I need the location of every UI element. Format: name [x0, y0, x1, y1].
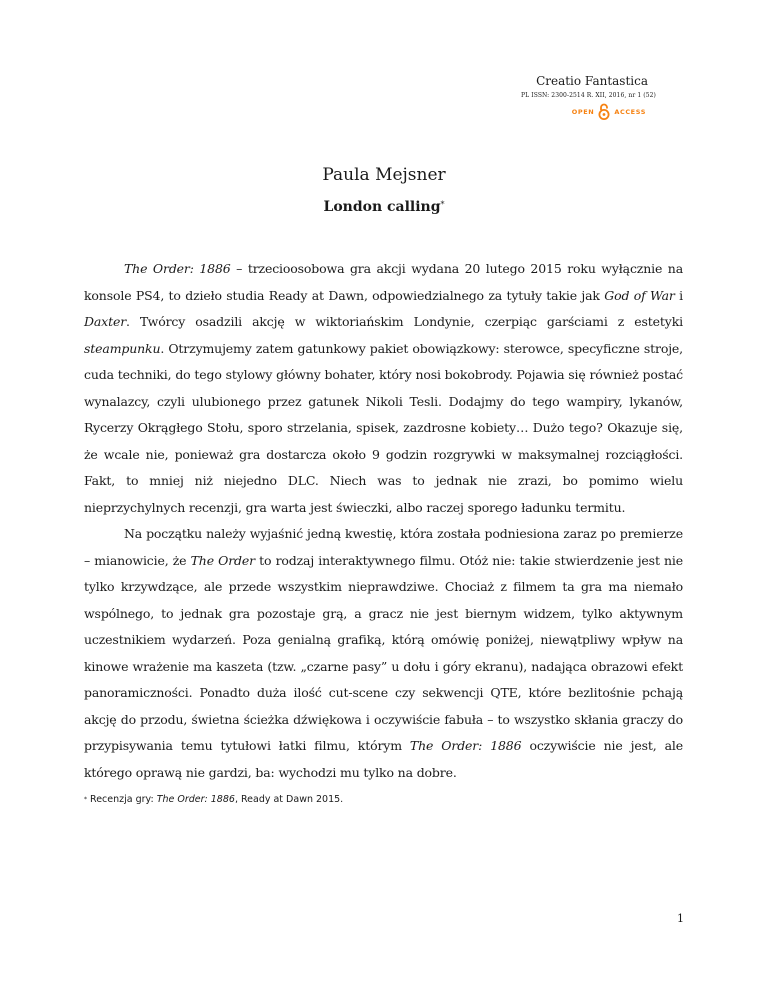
article-title-text: London calling [323, 199, 441, 215]
italic-text-segment: steampunku [84, 340, 161, 356]
paragraph [84, 256, 683, 521]
article-title [0, 198, 768, 216]
title-footnote-mark[interactable]: * [440, 200, 445, 209]
footnote-text [87, 794, 343, 805]
text-segment: oczywiście nie jest, ale którego oprawą nie gardzi, ba: wychodzi mu tylko na dobre. [84, 738, 683, 780]
text-segment: , Ready at Dawn 2015. [234, 794, 344, 805]
italic-text-segment: The Order: 1886 [409, 738, 522, 753]
text-segment: . Otrzymujemy zatem gatunkowy pakiet obowiązkowy: sterowce, specyficzne stroje, cuda techniki, do tego stylowy główny bohater, który nosi bokobrody. Pojawia się również postać wynalazcy, czyli ulubionego przez gatunek Nikoli Tesli. Dodajmy do tego wampiry, lykanów, Rycerzy Okrągłego Stołu, sporo strzelania, spisek, zazdrosne kobiety… Dużo tego? Okazuje się, że wcale nie, ponieważ gra dostarcza około 9 godzin rozgrywki w maksymalnej rozciągłości. Fakt, to mniej niż niejedno DLC. Niech was to jednak nie zrazi, bo pomimo wielu nieprzychylnych recenzji, gra warta jest świeczki, albo raczej sporego ładunku termitu. [84, 340, 683, 515]
journal-issn: PL ISSN: 2300-2514 R. XII, 2016, nr 1 (52) [521, 92, 656, 99]
open-access-right-label: ACCESS [614, 107, 646, 116]
italic-text-segment: The Order: 1886 [156, 794, 235, 805]
text-segment: Recenzja gry: [87, 794, 157, 805]
journal-name: Creatio Fantastica [536, 74, 648, 88]
open-access-badge [348, 103, 646, 120]
footnote-mark: * [84, 796, 87, 803]
text-segment: . Twórcy osadzili akcję w wiktoriańskim Londynie, czerpiąc garściami z estetyki [126, 314, 683, 329]
open-access-left-label: OPEN [571, 107, 595, 116]
text-segment: Na początku należy wyjaśnić jedną kwestię, która została podniesiona zaraz po premierze – mianowicie, że [84, 526, 683, 568]
italic-text-segment: Daxter [84, 314, 127, 329]
text-segment: i [674, 287, 684, 303]
page-number: 1 [677, 912, 684, 925]
text-segment: to rodzaj interaktywnego filmu. Otóż nie: takie stwierdzenie jest nie tylko krzywdzące, ale przede wszystkim nieprawdziwe. Chociaż z filmem ta gra ma niemało wspólnego, to jednak gra pozostaje grą, a gracz nie jest biernym widzem, tylko aktywnym uczestnikiem wydarzeń. Poza genialną grafiką, którą omówię poniżej, niewątpliwy wpływ na kinowe wrażenie ma kaszeta (tzw. „czarne pasy” u dołu i góry ekranu), nadająca obrazowi efekt panoramiczności. Ponadto duża ilość cut-scene czy sekwencji QTE, które bezlitośnie pchają akcję do przodu, świetna ścieżka dźwiękowa i oczywiście fabuła – to wszystko skłania graczy do przypisywania temu tytułowi łatki filmu, którym [84, 552, 683, 753]
article-body [84, 256, 683, 786]
italic-text-segment: God of War [604, 287, 675, 303]
text-segment: – trzecioosobowa gra akcji wydana 20 lutego 2015 roku wyłącznie na konsole PS4, to dzieło studia Ready at Dawn, odpowiedzialnego za tytuły takie jak [84, 261, 683, 303]
open-lock-icon [597, 103, 611, 120]
paragraph [84, 521, 683, 786]
italic-text-segment: The Order: 1886 [124, 261, 231, 276]
journal-header [348, 74, 656, 120]
footnote [84, 794, 683, 806]
italic-text-segment: The Order [190, 552, 255, 568]
article-author: Paula Mejsner [322, 165, 446, 185]
